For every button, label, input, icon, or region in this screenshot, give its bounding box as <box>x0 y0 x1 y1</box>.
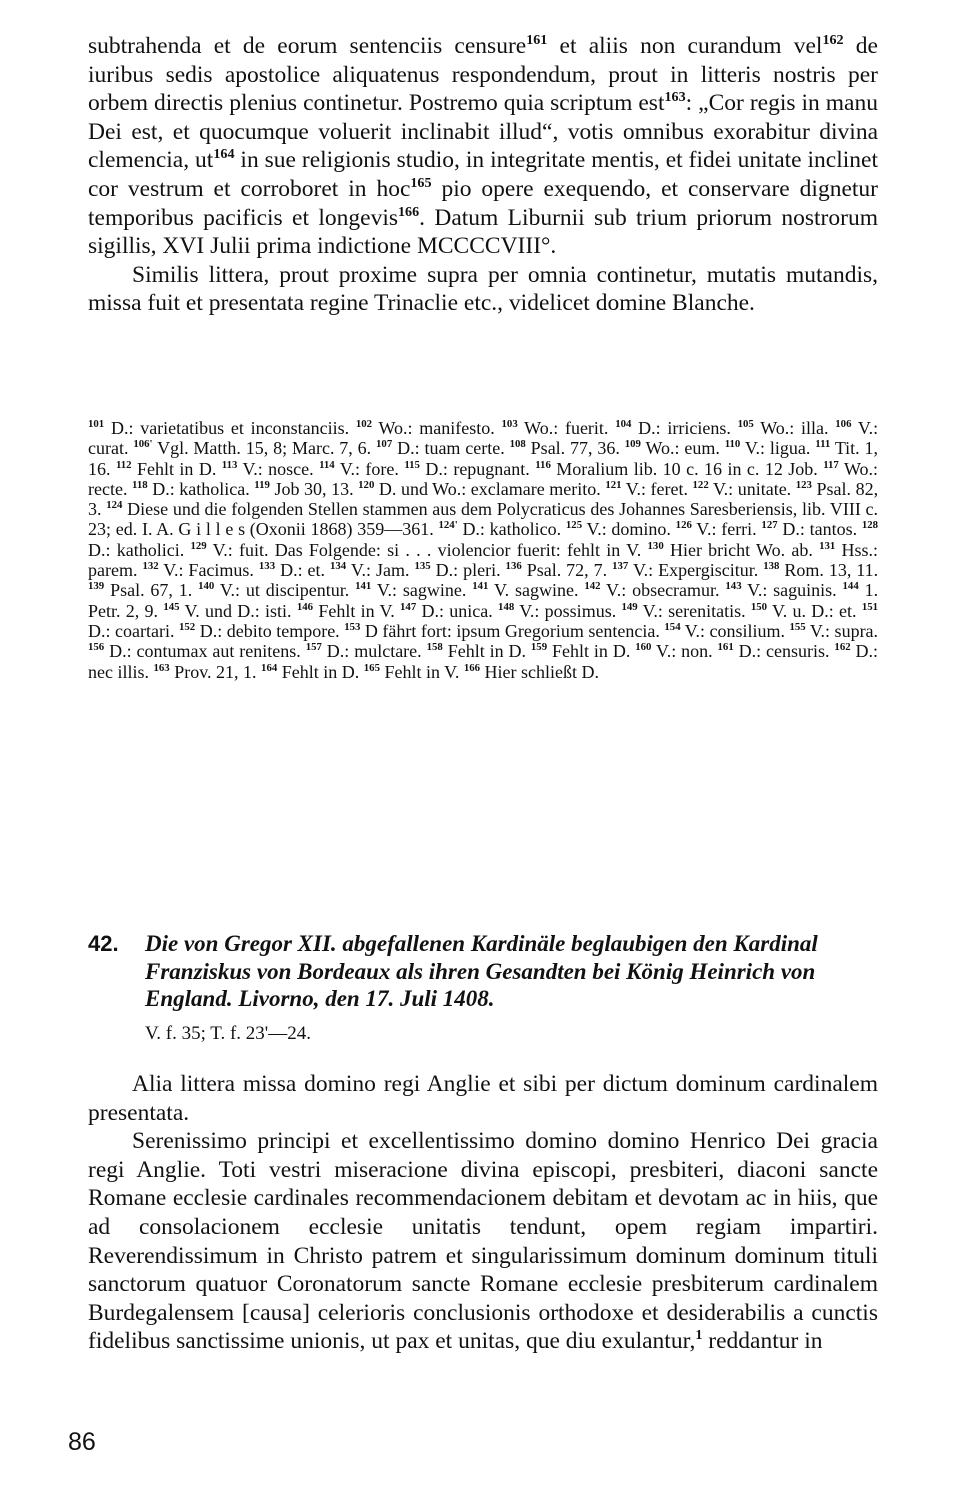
footnote-number: 144 <box>842 580 859 593</box>
footnote-text: V.: Expergiscitur. <box>632 560 759 581</box>
footnote-text: V.: non. <box>656 641 713 662</box>
footnote-text: V.: nosce. <box>242 458 314 479</box>
footnote-number: 146 <box>296 600 314 613</box>
footnote-entry <box>751 601 857 621</box>
footnote-text: Hss.: parem. <box>88 539 879 581</box>
footnote-text: V.: saguinis. <box>747 580 837 601</box>
footnotes <box>88 418 878 682</box>
footnote-text: V. sagwine. <box>493 580 579 601</box>
footnote-number: 141 <box>355 580 372 593</box>
footnote-entry <box>222 459 314 479</box>
footnote-entry <box>725 438 811 458</box>
footnote-entry <box>297 601 395 621</box>
footnote-number: 143 <box>725 580 742 593</box>
footnote-text: V.: sagwine. <box>376 580 467 601</box>
footnote-number: 142 <box>584 580 601 593</box>
footnote-text: Vgl. Matth. 15, 8; Marc. 7, 6. <box>157 438 372 459</box>
footnote-entry <box>664 621 785 641</box>
footnote-number: 124 <box>106 499 123 512</box>
text-run: subtrahenda et de eorum sentenciis censure <box>88 33 527 59</box>
footnote-number: 128 <box>861 519 879 532</box>
footnote-text: D fährt fort: ipsum Gregorium sentencia. <box>364 620 660 641</box>
footnote-text: D.: contumax aut renitens. <box>109 641 301 662</box>
text-run: et aliis non curandum vel <box>547 33 823 59</box>
footnote-text: V.: ferri. <box>696 519 757 540</box>
paragraph <box>88 32 878 261</box>
footnote-entry <box>319 459 399 479</box>
footnote-text: D.: katholica. <box>152 478 250 499</box>
footnote-entry <box>615 418 731 438</box>
footnote-marker: 166 <box>398 203 420 220</box>
footnote-number: 125 <box>565 519 583 532</box>
footnote-text: D.: varietatibus et inconstanciis. <box>110 418 350 438</box>
footnote-entry <box>427 641 526 661</box>
footnote-text: Job 30, 13. <box>274 478 354 499</box>
footnote-entry <box>261 662 359 682</box>
footnote-number: 111 <box>815 438 831 451</box>
footnote-entry <box>344 621 660 641</box>
footnote-number: 162 <box>834 641 851 654</box>
footnote-text: D.: coartari. <box>88 620 175 641</box>
footnote-text: D.: nec illis. <box>88 641 879 682</box>
footnote-number: 103 <box>501 418 518 430</box>
footnote-list <box>88 418 878 682</box>
footnote-number: 110 <box>724 438 741 451</box>
footnote-text: Psal. 82, 3. <box>88 478 879 520</box>
footnote-number: 159 <box>530 641 548 654</box>
footnote-number: 132 <box>142 560 159 573</box>
footnote-number: 138 <box>763 560 780 573</box>
footnote-text: Psal. 72, 7. <box>526 560 608 581</box>
footnote-text: V.: unitate. <box>712 478 792 499</box>
footnote-entry <box>88 580 192 600</box>
footnote-text: Das Folgende: si . . . violencior fuerit: fehlt in V. <box>274 539 642 560</box>
paragraph <box>88 261 878 318</box>
footnote-entry <box>761 519 857 539</box>
footnote-number: 118 <box>132 478 148 491</box>
footnote-entry <box>531 641 630 661</box>
footnote-number: 135 <box>414 560 431 573</box>
footnote-number: 164 <box>261 661 278 674</box>
footnote-number: 139 <box>88 580 105 593</box>
footnote-entry <box>676 519 757 539</box>
footnote-number: 161 <box>717 641 734 654</box>
text-run: reddantur in <box>702 1328 823 1355</box>
paragraph <box>88 1070 878 1127</box>
footnote-entry <box>163 601 291 621</box>
footnote-marker: 161 <box>526 32 548 49</box>
footnote-number: 134 <box>330 560 347 573</box>
paragraph <box>88 1127 878 1356</box>
text-run: Serenissimo principi et excellentissimo domino domino Henrico Dei gracia regi Anglie. Toti vestri miseracione divina episcopi, presbiteri, diaconi sancte Romane ecclesie cardinales recommendacionem debitam et devotam ac in hiis, que ad consolacionem ecclesie unitatis tendunt, opem regiam impartiri. Reverendissimum in Christo patrem et singularissimum dominum dominum tituli sanctorum quatuor Coronatorum sancte Romane ecclesie presbiterum cardinalem Burdegalensem [causa] celerioris conclusionis orthodoxe et desiderabilis a cunctis fidelibus sanctissime unionis, ut pax et unitas, que diu exulantur, <box>88 1128 878 1355</box>
body-text-top <box>88 32 878 318</box>
footnote-entry <box>376 438 505 458</box>
footnote-number: 106' <box>133 438 153 451</box>
footnote-number: 166 <box>463 661 481 674</box>
footnote-text: Prov. 21, 1. <box>174 661 257 682</box>
footnote-entry <box>789 621 878 641</box>
footnote-entry <box>400 601 493 621</box>
footnote-text: V. und D.: isti. <box>184 600 292 621</box>
footnote-text: D.: et. <box>280 560 326 581</box>
footnote-number: 124' <box>438 519 458 532</box>
section-number: 42. <box>88 931 119 956</box>
footnote-entry <box>693 479 792 499</box>
footnote-text: Wo.: illa. <box>760 418 829 438</box>
footnote-marker: 162 <box>822 32 844 49</box>
footnote-entry <box>510 438 620 458</box>
footnote-number: 109 <box>624 438 641 451</box>
footnote-text: Hier schließt D. <box>484 661 599 682</box>
body-text-bottom <box>88 1070 878 1356</box>
footnote-marker: 164 <box>213 146 235 163</box>
footnote-number: 152 <box>178 620 196 633</box>
footnote-entry <box>464 662 599 682</box>
footnote-number: 113 <box>221 458 238 471</box>
footnote-marker: 165 <box>410 175 432 192</box>
footnote-number: 120 <box>358 478 375 491</box>
footnote-entry <box>535 459 818 479</box>
footnote-text: Rom. 13, 11. <box>784 560 879 581</box>
footnote-text: V.: fuit. <box>212 539 269 560</box>
footnote-number: 165 <box>363 661 380 674</box>
footnote-text: V.: consilium. <box>684 620 785 641</box>
footnote-text: D.: katholico. <box>462 519 562 540</box>
footnote-entry <box>635 641 712 661</box>
footnote-entry <box>330 560 409 580</box>
footnote-text: Psal. 67, 1. <box>110 580 193 601</box>
footnote-text: V. u. D.: et. <box>772 600 857 621</box>
footnote-text: Psal. 77, 36. <box>530 438 620 459</box>
footnote-number: 133 <box>258 560 276 573</box>
footnote-entry <box>584 580 719 600</box>
footnote-entry <box>439 519 562 539</box>
footnote-number: 140 <box>198 580 215 593</box>
footnote-number: 104 <box>615 418 632 430</box>
footnote-number: 141 <box>472 580 489 593</box>
footnote-text: V.: possimus. <box>519 600 617 621</box>
page-number: 86 <box>68 1428 96 1456</box>
footnote-number: 129 <box>190 539 207 552</box>
footnote-text: D.: debito tempore. <box>199 620 340 641</box>
footnote-entry <box>142 560 253 580</box>
footnote-marker: 1 <box>695 1327 703 1344</box>
footnote-number: 155 <box>789 620 806 633</box>
footnote-entry <box>763 560 878 580</box>
footnote-entry <box>358 479 601 499</box>
section-heading <box>88 930 878 1013</box>
footnote-entry <box>116 459 216 479</box>
text-run: in sue religionis studio, in integritate mentis, et fidei unitate inclinet cor vestrum et corroboret in hoc <box>88 147 878 202</box>
footnote-entry <box>356 418 495 438</box>
footnote-entry <box>190 540 268 560</box>
footnote-entry <box>198 580 349 600</box>
source-reference: V. f. 35; T. f. 23'—24. <box>145 1023 311 1044</box>
footnote-text: V.: ut discipentur. <box>219 580 350 601</box>
footnote-entry <box>648 540 813 560</box>
footnote-text: D.: censuris. <box>738 641 830 662</box>
footnote-text: D.: tantos. <box>782 519 858 540</box>
footnote-text: D.: repugnant. <box>425 458 530 479</box>
footnote-text: D.: unica. <box>421 600 493 621</box>
footnote-number: 148 <box>498 600 515 613</box>
footnote-entry <box>605 479 688 499</box>
footnote-marker: 163 <box>664 89 686 106</box>
footnote-entry <box>88 641 301 661</box>
footnote-text: Fehlt in V. <box>318 600 395 621</box>
footnote-number: 163 <box>153 661 170 674</box>
footnote-text: V.: feret. <box>625 478 688 499</box>
footnote-text: Wo.: manifesto. <box>378 418 495 438</box>
footnote-entry <box>472 580 578 600</box>
footnote-entry <box>154 662 257 682</box>
footnote-text: Wo.: eum. <box>645 438 720 459</box>
footnote-entry <box>306 641 422 661</box>
footnote-number: 102 <box>355 418 373 430</box>
footnote-text: Fehlt in D. <box>552 641 631 662</box>
footnote-text: Hier bricht Wo. ab. <box>669 539 813 560</box>
footnote-number: 116 <box>535 458 551 471</box>
footnote-number: 150 <box>750 600 768 613</box>
text-run: Alia littera missa domino regi Anglie et sibi per dictum dominum cardinalem presentata. <box>88 1071 878 1126</box>
footnote-number: 114 <box>319 458 335 471</box>
footnote-entry <box>404 459 529 479</box>
footnote-number: 126 <box>675 519 692 532</box>
footnote-number: 101 <box>88 418 105 430</box>
text-run: de iuribus sedis apostolice aliquatenus respondendum, prout in litteris nostris per orbem directis plenius continetur. Postremo quia scriptum est <box>88 33 878 117</box>
footnote-entry <box>625 438 720 458</box>
footnote-number: 136 <box>505 560 522 573</box>
footnote-entry <box>364 662 460 682</box>
footnote-number: 106 <box>835 418 852 430</box>
footnote-entry <box>506 560 608 580</box>
footnote-text: Fehlt in D. <box>136 458 217 479</box>
footnote-number: 115 <box>404 458 420 471</box>
footnote-number: 158 <box>426 641 443 654</box>
footnote-text: V.: supra. <box>809 620 879 641</box>
footnote-entry <box>275 540 642 560</box>
footnote-text: V.: fore. <box>339 458 399 479</box>
footnote-text: D.: pleri. <box>435 560 501 581</box>
footnote-text: Tit. 1, 16. <box>88 438 879 479</box>
footnote-number: 151 <box>861 600 879 613</box>
footnote-number: 149 <box>621 600 638 613</box>
footnote-text: V.: obsecramur. <box>606 580 720 601</box>
footnote-entry <box>566 519 671 539</box>
footnote-number: 112 <box>115 458 132 471</box>
footnote-number: 130 <box>647 539 664 552</box>
footnote-number: 117 <box>823 458 839 471</box>
footnote-number: 119 <box>254 478 270 491</box>
footnote-number: 108 <box>509 438 526 451</box>
footnote-number: 157 <box>305 641 322 654</box>
footnote-number: 121 <box>605 478 622 491</box>
footnote-number: 156 <box>88 641 105 654</box>
footnote-number: 123 <box>795 478 812 491</box>
footnote-entry <box>254 479 353 499</box>
footnote-text: Fehlt in D. <box>281 661 360 682</box>
footnote-entry <box>612 560 758 580</box>
footnote-entry <box>355 580 466 600</box>
footnote-text: D.: irriciens. <box>638 418 731 438</box>
footnote-entry <box>498 601 616 621</box>
text-run: . Datum Liburnii sub trium priorum nostrorum sigillis, XVI Julii prima indictione MCCCCVIII°. <box>88 204 878 260</box>
footnote-entry <box>133 438 371 458</box>
footnote-number: 147 <box>400 600 417 613</box>
footnote-text: Fehlt in V. <box>384 661 460 682</box>
footnote-number: 145 <box>163 600 180 613</box>
text-run: Similis littera, prout proxime supra per omnia continetur, mutatis mutandis, missa fuit et presentata regine Trinaclie etc., videlicet domine Blanche. <box>88 261 878 317</box>
text-run: : „Cor regis in manu Dei est, et quocumque voluerit inclinabit illud“, votis omnibus exorabitur divina clemencia, ut <box>88 90 878 174</box>
footnote-number: 105 <box>737 418 754 430</box>
section-title: Die von Gregor XII. abgefallenen Kardinäle beglaubigen den Kardinal Franziskus von Bordeaux als ihren Gesandten bei König Heinrich von England. Livorno, den 17. Juli 1408. <box>145 931 818 1011</box>
text-run: pio opere exequendo, et conservare dignetur temporibus pacificis et longevis <box>88 175 878 231</box>
footnote-number: 153 <box>344 620 361 633</box>
footnote-text: V.: Facimus. <box>163 560 254 581</box>
footnote-text: Diese und die folgenden Stellen stammen aus dem Polycraticus des Johannes Saresberiensis, lib. VIII c. 23; ed. I. A. G i l l e s (Oxonii 1868) 359—361. <box>88 499 879 540</box>
footnote-text: V.: domino. <box>586 519 671 540</box>
footnote-entry <box>132 479 250 499</box>
footnote-number: 131 <box>819 539 836 552</box>
footnote-text: D.: katholici. <box>88 539 185 560</box>
footnote-entry <box>502 418 609 438</box>
source-reference-block <box>88 1022 878 1046</box>
footnote-entry <box>179 621 340 641</box>
footnote-entry <box>414 560 500 580</box>
footnote-number: 137 <box>612 560 629 573</box>
footnote-number: 127 <box>761 519 778 532</box>
footnote-number: 154 <box>664 620 681 633</box>
footnote-text: Wo.: fuerit. <box>524 418 609 438</box>
footnote-number: 107 <box>376 438 393 451</box>
footnote-entry <box>725 580 836 600</box>
footnote-text: Fehlt in D. <box>447 641 526 662</box>
footnote-number: 160 <box>635 641 652 654</box>
footnote-text: V.: Jam. <box>350 560 410 581</box>
footnote-text: Wo.: recte. <box>88 458 878 499</box>
footnote-entry <box>88 418 349 438</box>
footnote-text: V.: ligua. <box>744 438 811 459</box>
footnote-text: 1. Petr. 2, 9. <box>88 580 879 621</box>
footnote-text: D.: tuam certe. <box>397 438 505 459</box>
footnote-text: D. und Wo.: exclamare merito. <box>378 478 601 499</box>
footnote-number: 122 <box>692 478 709 491</box>
footnote-text: V.: curat. <box>88 418 879 459</box>
footnote-text: D.: mulctare. <box>326 641 422 662</box>
footnote-text: V.: serenitatis. <box>642 600 746 621</box>
footnote-text: Moralium lib. 10 c. 16 in c. 12 Job. <box>556 458 818 479</box>
footnote-entry <box>259 560 325 580</box>
footnote-entry <box>718 641 830 661</box>
footnote-entry <box>621 601 745 621</box>
footnote-entry <box>738 418 829 438</box>
